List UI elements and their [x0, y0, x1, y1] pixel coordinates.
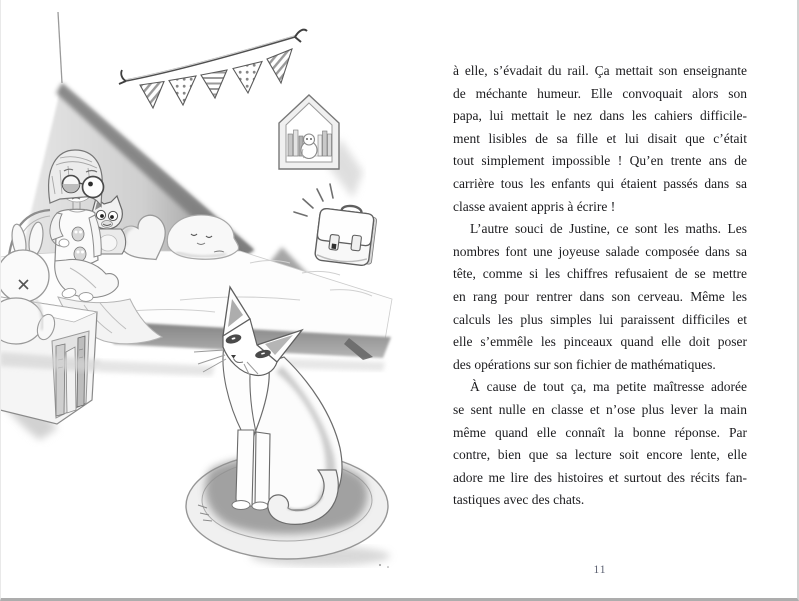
- text-line: À cause de tout ça, ma petite maîtresse adorée: [470, 379, 747, 395]
- text-column: [453, 60, 747, 512]
- pennant-dotted: [169, 76, 196, 105]
- text-line: en rang pour rentrer dans son cerveau. Même les: [453, 288, 747, 304]
- satchel-flap: [317, 208, 374, 246]
- text-line: classe avaient appris à écrire !: [453, 198, 616, 214]
- page-number: 11: [593, 564, 607, 576]
- text-line: tête, comme si les chiffres refusaient de se mettre: [453, 266, 747, 282]
- text-line: L’autre souci de Justine, ce sont les maths. Les: [470, 221, 747, 237]
- text-line: des opérations sur son fichier de mathématiques.: [453, 356, 716, 372]
- house-shelf: [279, 95, 363, 198]
- text-line: à elle, s’évadait du rail. Ça mettait son enseignante: [453, 63, 747, 78]
- text-line: se sent nulle en classe et n’ose plus lever la main: [453, 401, 747, 417]
- text-line: de méchante humeur. Elle convoquait alors son: [453, 85, 747, 101]
- seal-plush: [167, 215, 238, 259]
- pennant-striped: [140, 82, 164, 109]
- paragraph: [453, 218, 747, 376]
- text-line: même quand elle connaît la bonne réponse. Par: [453, 424, 747, 440]
- pennant-striped: [201, 70, 227, 98]
- text-line: calculs les plus simples lui paraissent difficiles et: [453, 311, 747, 327]
- text-line: elle s’emmêle les pinceaux quand elle doit poser: [453, 334, 747, 350]
- text-line: nombres font une joyeuse salade composée dans sa: [453, 243, 747, 259]
- paragraph: [453, 60, 747, 218]
- paragraph: [453, 376, 747, 512]
- school-satchel: [314, 202, 378, 266]
- text-line: adore me lire des histoires et surtout des récits fan-: [453, 469, 747, 485]
- text-line: carrière tous les enfants qui étaient passés dans sa: [453, 175, 747, 191]
- floor-specks: [379, 564, 389, 568]
- satchel-buckle: [331, 244, 336, 250]
- pennant-dotted: [233, 62, 262, 94]
- shelf-bird-figurine: [301, 134, 317, 159]
- text-line: tastiques avec des chats.: [453, 492, 585, 508]
- text-line: ment lisibles de sa fille et lui disait que c’était: [453, 130, 747, 146]
- bunting-flags: [119, 30, 307, 108]
- text-line: contre, bien que sa lecture soit encore lente, elle: [453, 447, 747, 463]
- text-line: tout simplement impossible ! Qu’en trente ans de: [453, 153, 747, 169]
- text-line: papa, lui mettait le nez dans les cahiers difficile-: [453, 108, 747, 124]
- pennant-striped: [267, 49, 292, 83]
